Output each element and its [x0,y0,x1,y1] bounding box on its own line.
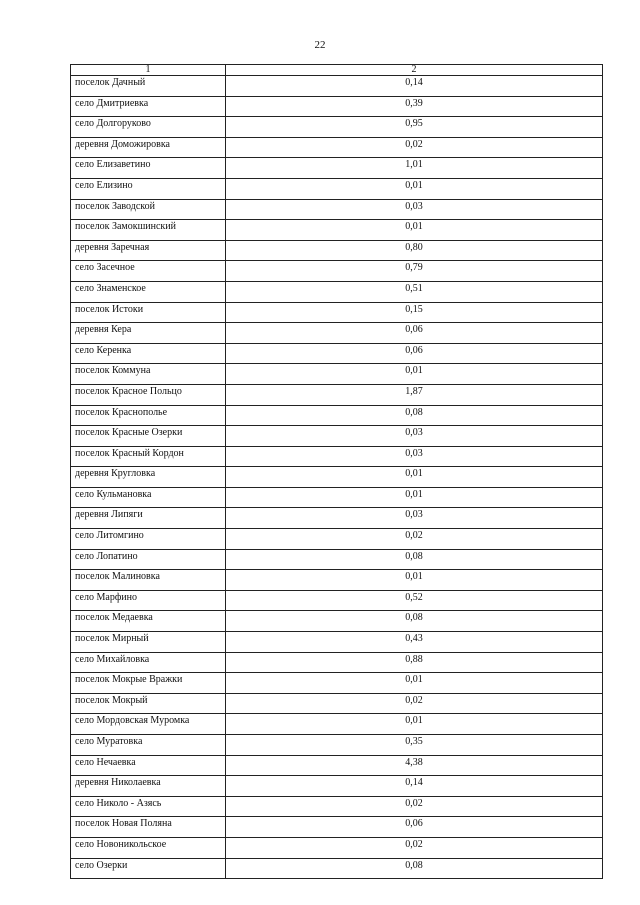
table-row [71,570,603,591]
value-cell: 0,02 [226,837,603,858]
table-body [71,76,603,879]
settlement-name-cell: село Новоникольское [71,837,226,858]
value-cell: 0,88 [226,652,603,673]
value-cell: 0,01 [226,178,603,199]
value-cell: 0,52 [226,590,603,611]
value-cell: 0,43 [226,632,603,653]
settlement-name-cell: поселок Краснополье [71,405,226,426]
settlement-name-cell: поселок Замокшинский [71,220,226,241]
settlement-name-cell: поселок Мокрый [71,693,226,714]
settlement-name-cell: поселок Красное Польцо [71,384,226,405]
table-row [71,776,603,797]
table-row [71,302,603,323]
value-cell: 0,03 [226,508,603,529]
settlement-name-cell: село Долгоруково [71,117,226,138]
settlement-name-cell: село Литомгино [71,529,226,550]
table-row [71,281,603,302]
settlement-name-cell: село Лопатино [71,549,226,570]
value-cell: 0,51 [226,281,603,302]
table-row [71,137,603,158]
table-row [71,343,603,364]
settlement-name-cell: село Озерки [71,858,226,879]
value-cell: 0,06 [226,817,603,838]
table-row [71,693,603,714]
table-row [71,405,603,426]
value-cell: 0,06 [226,343,603,364]
value-cell: 0,79 [226,261,603,282]
settlement-name-cell: поселок Новая Поляна [71,817,226,838]
value-cell: 0,01 [226,714,603,735]
column-header-1: 1 [71,65,226,76]
value-cell: 0,01 [226,487,603,508]
value-cell: 0,03 [226,426,603,447]
settlement-name-cell: поселок Заводской [71,199,226,220]
settlement-name-cell: село Марфино [71,590,226,611]
settlement-name-cell: село Михайловка [71,652,226,673]
value-cell: 1,87 [226,384,603,405]
header-row [71,65,603,76]
value-cell: 0,02 [226,529,603,550]
value-cell: 0,01 [226,673,603,694]
value-cell: 0,02 [226,796,603,817]
settlement-name-cell: деревня Заречная [71,240,226,261]
table-row [71,96,603,117]
table-row [71,384,603,405]
value-cell: 0,14 [226,76,603,97]
table-row [71,240,603,261]
settlement-name-cell: село Николо - Азясь [71,796,226,817]
table-row [71,76,603,97]
table-row [71,220,603,241]
settlement-name-cell: поселок Коммуна [71,364,226,385]
table-row [71,590,603,611]
table-row [71,529,603,550]
table-row [71,858,603,879]
settlement-name-cell: село Засечное [71,261,226,282]
table-row [71,632,603,653]
column-header-2: 2 [226,65,603,76]
table-row [71,158,603,179]
table-row [71,652,603,673]
settlement-name-cell: село Нечаевка [71,755,226,776]
settlement-name-cell: поселок Мирный [71,632,226,653]
settlement-name-cell: село Знаменское [71,281,226,302]
settlement-name-cell: поселок Медаевка [71,611,226,632]
table-row [71,611,603,632]
table-header [71,65,603,76]
table-row [71,487,603,508]
value-cell: 0,08 [226,858,603,879]
settlements-table [70,64,603,879]
value-cell: 0,01 [226,364,603,385]
value-cell: 0,95 [226,117,603,138]
settlement-name-cell: село Мордовская Муромка [71,714,226,735]
table-row [71,714,603,735]
table-row [71,117,603,138]
table-row [71,796,603,817]
value-cell: 0,01 [226,570,603,591]
settlement-name-cell: деревня Доможировка [71,137,226,158]
table-row [71,323,603,344]
value-cell: 0,03 [226,446,603,467]
settlement-name-cell: село Керенка [71,343,226,364]
value-cell: 0,01 [226,467,603,488]
value-cell: 0,02 [226,693,603,714]
table-row [71,508,603,529]
table-row [71,178,603,199]
settlement-name-cell: деревня Липяги [71,508,226,529]
value-cell: 0,02 [226,137,603,158]
settlement-name-cell: поселок Истоки [71,302,226,323]
table-row [71,549,603,570]
settlement-name-cell: поселок Красные Озерки [71,426,226,447]
settlement-name-cell: поселок Мокрые Вражки [71,673,226,694]
value-cell: 0,80 [226,240,603,261]
value-cell: 0,08 [226,611,603,632]
table-row [71,755,603,776]
value-cell: 4,38 [226,755,603,776]
settlement-name-cell: село Дмитриевка [71,96,226,117]
table-row [71,426,603,447]
value-cell: 0,03 [226,199,603,220]
settlement-name-cell: деревня Кера [71,323,226,344]
table-row [71,364,603,385]
value-cell: 0,06 [226,323,603,344]
value-cell: 0,01 [226,220,603,241]
value-cell: 0,08 [226,405,603,426]
table-row [71,673,603,694]
value-cell: 0,14 [226,776,603,797]
settlement-name-cell: село Елизино [71,178,226,199]
settlement-name-cell: село Кульмановка [71,487,226,508]
table-row [71,467,603,488]
table-row [71,817,603,838]
table-row [71,446,603,467]
table-row [71,837,603,858]
value-cell: 0,39 [226,96,603,117]
settlement-name-cell: село Муратовка [71,735,226,756]
settlement-name-cell: поселок Малиновка [71,570,226,591]
value-cell: 0,08 [226,549,603,570]
value-cell: 1,01 [226,158,603,179]
value-cell: 0,35 [226,735,603,756]
settlement-name-cell: поселок Дачный [71,76,226,97]
table-row [71,261,603,282]
settlement-name-cell: поселок Красный Кордон [71,446,226,467]
settlement-name-cell: деревня Кругловка [71,467,226,488]
table-row [71,735,603,756]
table-row [71,199,603,220]
value-cell: 0,15 [226,302,603,323]
settlement-name-cell: село Елизаветино [71,158,226,179]
settlement-name-cell: деревня Николаевка [71,776,226,797]
page-number: 22 [314,39,326,51]
